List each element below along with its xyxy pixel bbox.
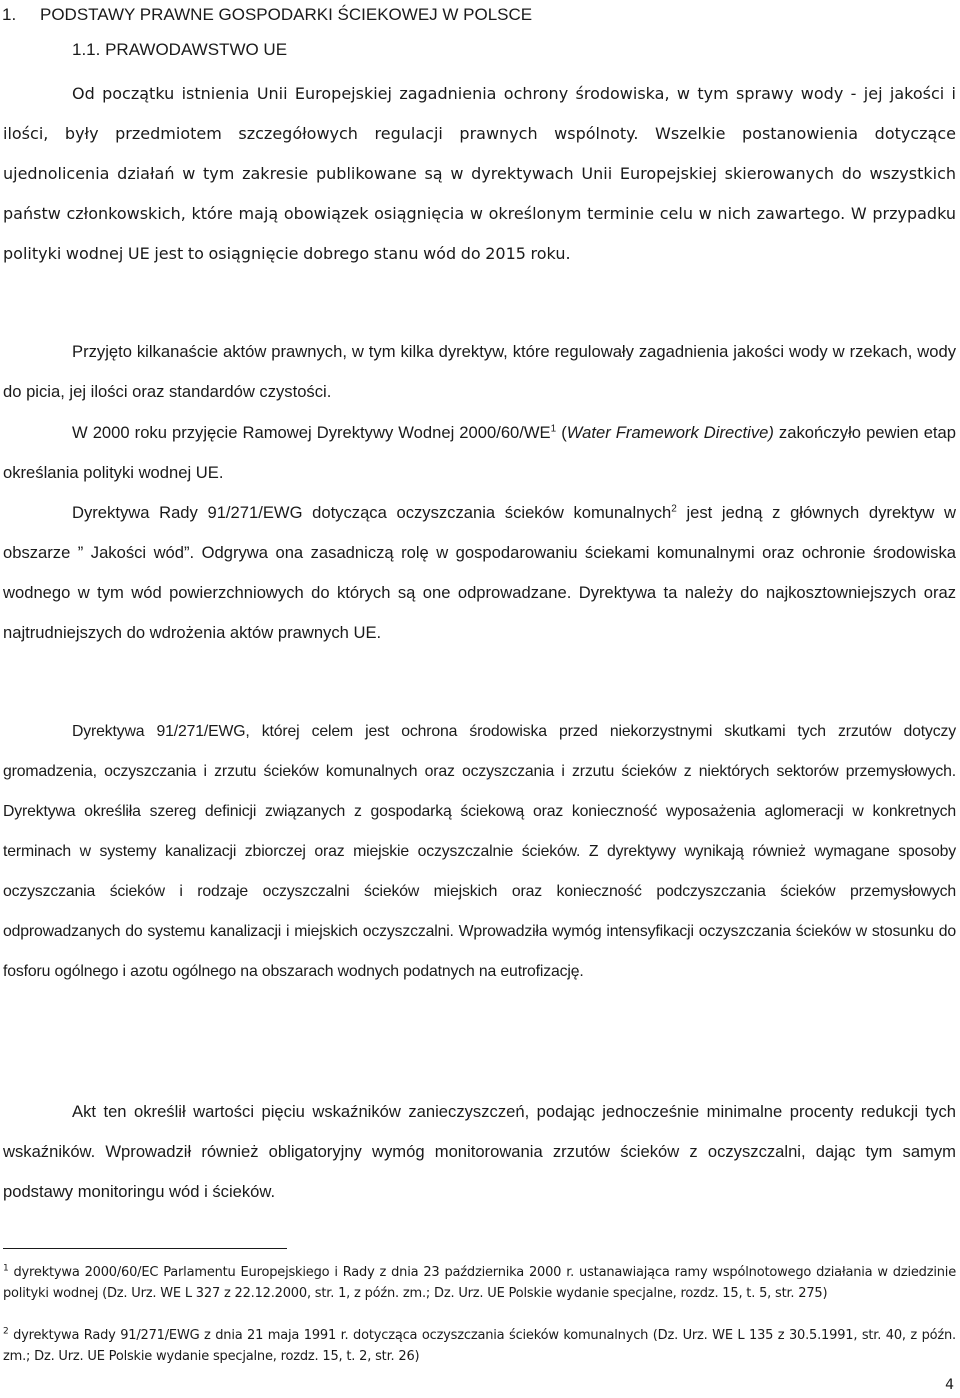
footnote-text: dyrektywa 2000/60/EC Parlamentu Europejskiego i Rady z dnia 23 października 2000 r. ustanawiająca ramy wspólnotowego działania w dziedzinie polityki wodnej (Dz. Urz. WE L 327 z 22.12.2000, str. 1, z późn. zm.; Dz. Urz. UE Polskie wydanie specjalne, rozdz. 15, t. 5, str. 275): [3, 1265, 956, 1301]
paragraph-directive-scope: Dyrektywa 91/271/EWG, której celem jest ochrona środowiska przed niekorzystnymi skutkami tych zrzutów dotyczy gromadzenia, oczyszczania i zrzutu ścieków komunalnych oraz oczyszczania i zrzutu ścieków z niektórych sektorów przemysłowych. Dyrektywa określiła szereg definicji związanych z gospodarką ściekową oraz konieczność wyposażenia aglomeracji w konkretnych terminach w systemy kanalizacji zbiorczej oraz miejskie oczyszczalnie ścieków. Z dyrektywy wynikają również wymagane sposoby oczyszczania ścieków i rodzaje oczyszczalni ścieków miejskich oraz konieczność podczyszczania ścieków przemysłowych odprowadzanych do systemu kanalizacji i miejskich oczyszczalni. Wprowadziła wymóg intensyfikacji oczyszczania ścieków w stosunku do fosforu ogólnego i azotu ogólnego na obszarach wodnych podatnych na eutrofizację.: [3, 723, 956, 980]
paragraph-water-framework: W 2000 roku przyjęcie Ramowej Dyrektywy Wodnej $2000/60/WE^1$ (Water Framework Directive) zakończyło pewien etap określania polityki wodnej UE.: [3, 423, 956, 482]
paragraph-legal-acts: Przyjęto kilkanaście aktów prawnych, w tym kilka dyrektyw, które regulowały zagadnienia jakości wody w rzekach, wody do picia, jej ilości oraz standardów czystości.: [3, 342, 956, 401]
chapter-title: PODSTAWY PRAWNE GOSPODARKI ŚCIEKOWEJ W POLSCE: [40, 5, 533, 24]
directive-english-name: Water Framework Directive): [566, 423, 774, 442]
paragraph-intro: Od początku istnienia Unii Europejskiej zagadnienia ochrony środowiska, w tym sprawy wody - jej jakości i ilości, były przedmiotem szczegółowych regulacji prawnych wspólnoty. Wszelkie postanowienia dotyczące ujednolicenia działań w tym zakresie publikowane są w dyrektywach Unii Europejskiej skierowanych do wszystkich państw członkowskich, które mają obowiązek osiągnięcia w określonym terminie celu w nich zawartego. W przypadku polityki wodnej UE jest to osiągnięcie dobrego stanu wód do 2015 roku.: [3, 84, 956, 263]
footnote-ref-2[interactable]: 2: [671, 503, 677, 515]
footnote-text: dyrektywa Rady 91/271/EWG z dnia 21 maja 1991 r. dotycząca oczyszczania ścieków komunalnych (Dz. Urz. WE L 135 z 30.5.1991, str. 40, z późn. zm.; Dz. Urz. UE Polskie wydanie specjalne, rozdz. 15, t. 2, str. 26): [3, 1328, 956, 1364]
section-number: 1.1.: [72, 40, 101, 59]
footnote-marker: 1: [3, 1263, 9, 1274]
footnote-separator: [3, 1248, 287, 1249]
footnote-1: [3, 1262, 956, 1304]
page-number: 4: [945, 1377, 954, 1393]
section-heading: [72, 40, 287, 60]
paragraph-council-directive: Dyrektywa Rady 91/271/EWG dotycząca oczyszczania ścieków komunalnych$^2$ jest jedną z głównych dyrektyw w obszarze ” Jakości wód”. Odgrywa ona zasadniczą rolę w gospodarowaniu ściekami komunalnymi oraz ochronie środowiska wodnego w tym wód powierzchniowych do których są one odprowadzane. Dyrektywa ta należy do najkosztowniejszych oraz najtrudniejszych do wdrożenia aktów prawnych UE.: [3, 503, 956, 642]
footnote-2: [3, 1325, 956, 1367]
section-title: PRAWODAWSTWO UE: [105, 40, 288, 59]
paragraph-indicators: Akt ten określił wartości pięciu wskaźników zanieczyszczeń, podając jednocześnie minimalne procenty redukcji tych wskaźników. Wprowadził również obligatoryjny wymóg monitorowania zrzutów ścieków z oczyszczalni, dając tym samym podstawy monitoringu wód i ścieków.: [3, 1102, 956, 1201]
chapter-heading: [2, 5, 532, 25]
chapter-number: 1.: [2, 5, 17, 24]
footnote-ref-1[interactable]: 1: [550, 423, 557, 435]
footnote-marker: 2: [3, 1326, 9, 1337]
